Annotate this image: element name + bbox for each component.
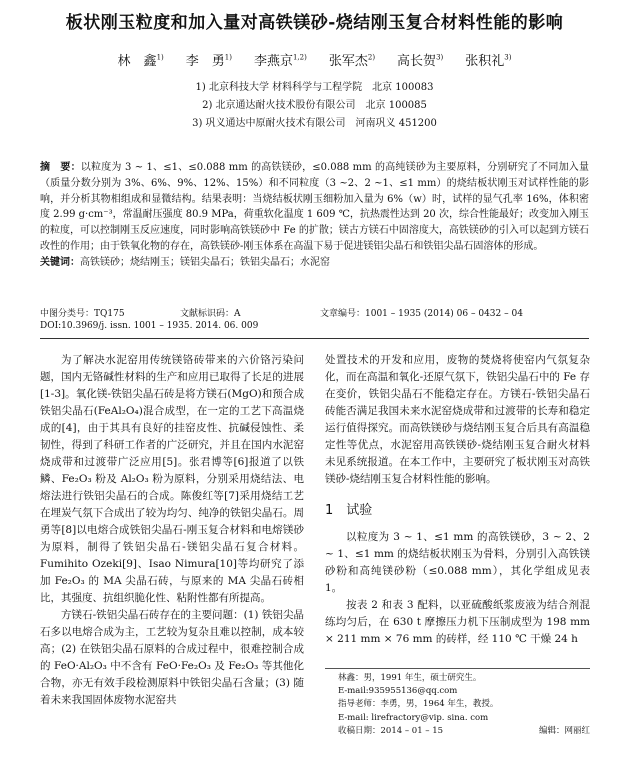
- author: 张军杰$^{2)}$: [328, 53, 376, 69]
- document-code: 文献标识码：A: [180, 309, 241, 319]
- article-number: 文章编号：1001 – 1935 (2014) 06 – 0432 – 04: [320, 309, 523, 319]
- footnote-line: E-mail: lirefractory@vip. sina. com: [338, 712, 489, 723]
- paragraph: 为了解决水泥窑用传统镁铬砖带来的六价铬污染问题，国内无铬碱性材料的生产和应用已取得了长足的进展[1-3]。氧化镁-铁铝尖晶石砖是将方镁石(MgO)和预合成铁铝尖晶石(FeAl₂O₄)混合成型，在一定的工艺下高温烧成的[4]，由于其具有良好的挂窑皮性、抗碱侵蚀性、柔韧性，得到了科研工作者的广泛研究，并且在国内水泥窑烧成带和过渡带广泛应用[5]。张君博等[6]报道了以铁鳞、Fe₂O₃ 粉及 Al₂O₃ 粉为原料，分别采用烧结法、电熔法进行铁铝尖晶石的合成。陈俊红等[7]采用烧结工艺在埋炭气氛下合成出了较为均匀、纯净的铁铝尖晶石。周勇等[8]以电熔合成铁铝尖晶石-刚玉复合材料和电熔镁砂为原料，制得了铁铝尖晶石-镁铝尖晶石复合材料。Fumihito Ozeki[9]、Isao Nimura[10]等均研究了添加 Fe₂O₃ 的 MA 尖晶石砖，与原来的 MA 尖晶石砖相比，其强度、抗组织脆化性、粘附性都有所提高。: [40, 354, 304, 604]
- abstract: [40, 160, 589, 271]
- doi-row: [40, 321, 589, 331]
- editor: 编辑：网丽红: [538, 725, 590, 736]
- affiliation: 2) 北京通达耐火技术股份有限公司 北京 100085: [202, 100, 427, 111]
- footnote-row: [338, 725, 590, 738]
- footnote: [338, 672, 590, 738]
- author: 李燕京$^{1,2)}$: [253, 53, 307, 69]
- divider: [40, 338, 589, 339]
- paper-title: 板状刚玉粒度和加入量对高铁镁砂-烧结刚玉复合材料性能的影响: [65, 13, 564, 33]
- author: 李 勇$^{1)}$: [185, 53, 232, 69]
- doi: DOI:10.3969/j. issn. 1001 – 1935. 2014. 06. 009: [40, 321, 259, 331]
- section-heading: 1 试验: [325, 503, 373, 518]
- abstract-text: 以粒度为 3 ~ 1、≤1、≤0.088 mm 的高铁镁砂，≤0.088 mm 的高纯镁砂为主要原料，分别研究了不同加入量（质量分数分别为 3%、6%、9%、12%、15%）和不同粒度（3 ~2、2 ~1、≤1 mm）的烧结板状刚玉对试样性能的影响，并分析其物相组成和显微结构。结果表明：当烧结板状刚玉细粉加入量为 6%（w）时，试样的显气孔率 16%，体积密度 2.99 g·cm⁻³，常温耐压强度 80.9 MPa，荷重软化温度 1 609 ℃，抗热震性达到 20 次，综合性能最好；改变加入刚玉的粒度，可以控制刚玉反应速度，同时影响高铁镁砂中 Fe 的扩散；镁古方镁石中固溶度大，高铁镁砂的引入可以起到方镁石改性的作用；由于铁氧化物的存在，高铁镁砂-刚玉体系在高温下易于促进镁铝尖晶石和铁铝尖晶石固溶体的形成。: [40, 162, 589, 252]
- affiliation: 1) 北京科技大学 材料科学与工程学院 北京 100083: [195, 82, 434, 93]
- footnote-line: 指导老师：李勇，男，1964 年生，教授。: [338, 699, 499, 710]
- author: 张积礼$^{3)}$: [465, 53, 512, 69]
- abstract-label: 摘 要：: [40, 162, 81, 173]
- affiliation: 3) 巩义通达中原耐火技术有限公司 河南巩义 451200: [192, 118, 437, 129]
- body-right-column: [325, 352, 590, 648]
- meta-row: [40, 306, 589, 319]
- footnote-line: 林鑫：男，1991 年生，硕士研究生。: [338, 673, 482, 683]
- clc-number: 中图分类号：TQ175: [40, 309, 125, 319]
- paragraph: 以粒度为 3 ~ 1、≤1 mm 的高铁镁砂，3 ~ 2、2 ~ 1、≤1 mm 的烧结板状刚玉为骨料，分别引入高铁镁砂粉和高纯镁砂粉（≤0.088 mm），其化学组成见表 1。: [325, 531, 590, 595]
- paragraph: 按表 2 和表 3 配料，以亚硫酸纸浆废液为结合剂混练均匀后，在 630 t 摩擦压力机下压制成型为 198 mm × 211 mm × 76 mm 的砖样，经 110 ℃ 干燥 24 h: [325, 599, 590, 646]
- body-left-column: [40, 352, 304, 709]
- author: 高长贺$^{3)}$: [397, 53, 444, 69]
- keywords-text: 高铁镁砂；烧结刚玉；镁铝尖晶石；铁铝尖晶石；水泥窑: [80, 256, 330, 268]
- author-list: [0, 50, 629, 69]
- paragraph: 方镁石-铁铝尖晶石砖存在的主要问题：(1) 铁铝尖晶石多以电熔合成为主，工艺较为复杂且难以控制，成本较高；(2) 在铁铝尖晶石原料的合成过程中，很难控制合成的 FeO·Al₂O₃ 中不含有 FeO·Fe₂O₃ 及 Fe₂O₃ 等其他化合物，亦无有效手段检测原料中铁铝尖晶石含量；(3) 随着未来我国固体废物水泥窑共: [40, 609, 304, 706]
- paragraph: 处置技术的开发和应用，废物的焚烧将使窑内气氛复杂化，而在高温和氧化-还原气氛下，铁铝尖晶石中的 Fe 存在变价，铁铝尖晶石不能稳定存在。方镁石-铁铝尖晶石砖能否满足我国未来水泥窑烧成带和过渡带的长寿和稳定运行值得探究。而高铁镁砂与烧结刚玉复合后具有高温稳定性等优点，水泥窑用高铁镁砂-烧结刚玉复合耐火材料未见系统报道。在本工作中，主要研究了板状刚玉对高铁镁砂-烧结刚玉复合材料性能的影响。: [325, 354, 590, 485]
- author: 林 鑫$^{1)}$: [117, 53, 164, 69]
- footnote-divider: [325, 668, 590, 669]
- keywords-label: 关键词：: [40, 256, 80, 268]
- received-date: 收稿日期：2014 – 01 – 15: [338, 725, 444, 736]
- footnote-line: E-mail:935955136@qq.com: [338, 686, 458, 697]
